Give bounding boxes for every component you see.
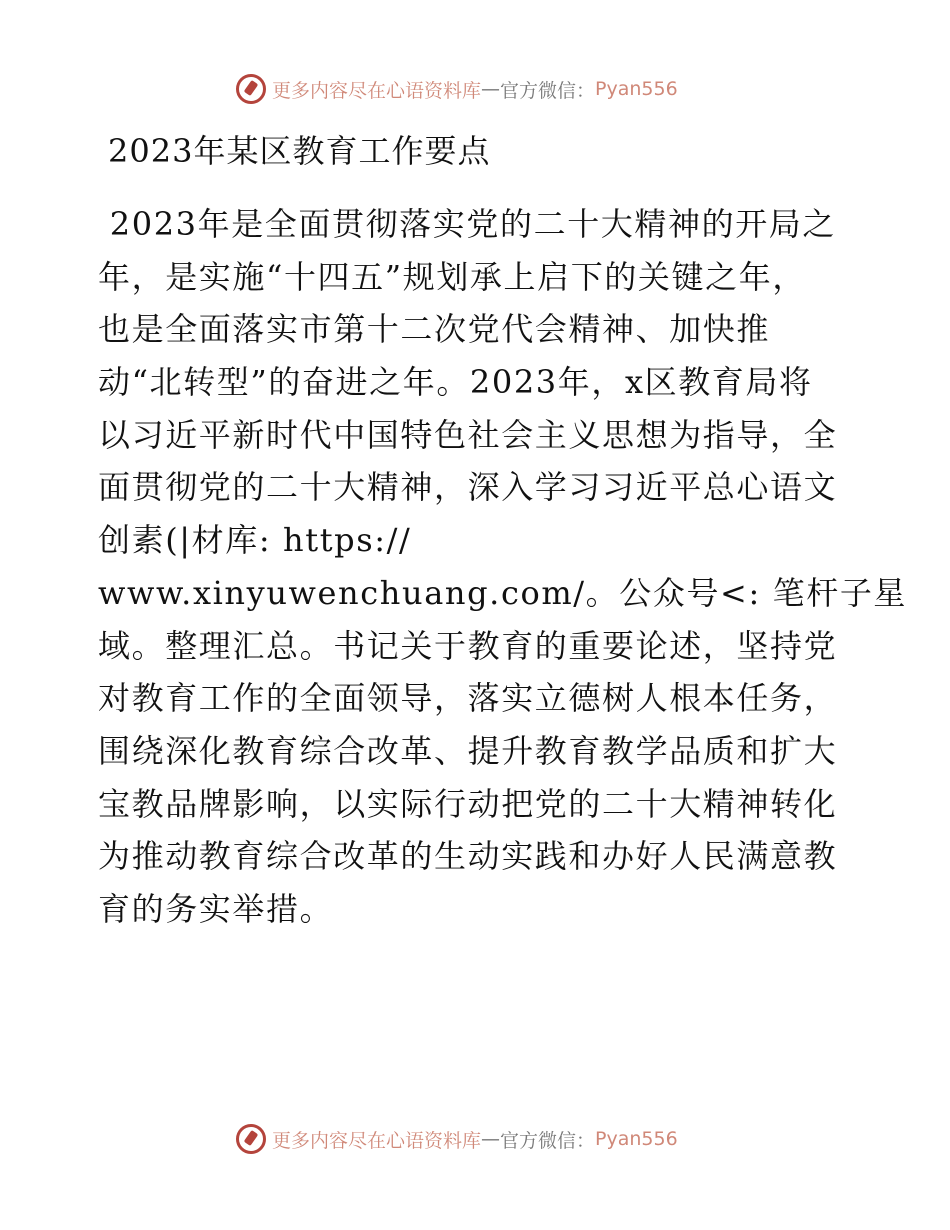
watermark-wechat-id: Pyan556 [595,1128,678,1150]
watermark-site: 更多内容尽在心语资料库 [272,79,482,102]
watermark-wechat-label: 官方微信： [500,1129,596,1152]
document-title: 2023年某区教育工作要点 [108,132,491,170]
watermark-sep: — [481,1128,501,1150]
text-line: 也是全面落实市第十二次党代会精神、加快推 [98,310,771,349]
quill-logo-icon [236,74,266,104]
header-watermark [236,74,678,104]
text-line: 以习近平新时代中国特色社会主义思想为指导，全 [98,415,838,454]
text-line: www.xinyuwenchuang.com/。公众号<: 笔杆子星 [98,573,908,612]
watermark-sep: — [481,78,501,100]
watermark-site: 更多内容尽在心语资料库 [272,1129,482,1152]
text-line: 年，是实施“十四五”规划承上启下的关键之年， [98,257,806,296]
text-line: 2023年是全面贯彻落实党的二十大精神的开局之 [98,205,837,243]
text-line: 对教育工作的全面领导，落实立德树人根本任务， [98,679,838,718]
text-line: 面贯彻党的二十大精神，深入学习习近平总心语文 [98,468,838,507]
text-line: 育的务实举措。 [98,889,334,928]
text-line: 宝教品牌影响，以实际行动把党的二十大精神转化 [98,784,838,823]
text-line: 创素(|材库: https:// [98,521,412,560]
text-line: 围绕深化教育综合改革、提升教育教学品质和扩大 [98,731,838,770]
text-line: 动“北转型”的奋进之年。2023年，x区教育局将 [98,363,813,402]
watermark-wechat-id: Pyan556 [595,78,678,100]
footer-watermark [236,1124,678,1154]
watermark-wechat-label: 官方微信： [500,79,596,102]
quill-logo-icon [236,1124,266,1154]
document-body [98,198,908,936]
text-line: 为推动教育综合改革的生动实践和办好人民满意教 [98,837,838,876]
text-line: 域。整理汇总。书记关于教育的重要论述，坚持党 [98,626,838,665]
